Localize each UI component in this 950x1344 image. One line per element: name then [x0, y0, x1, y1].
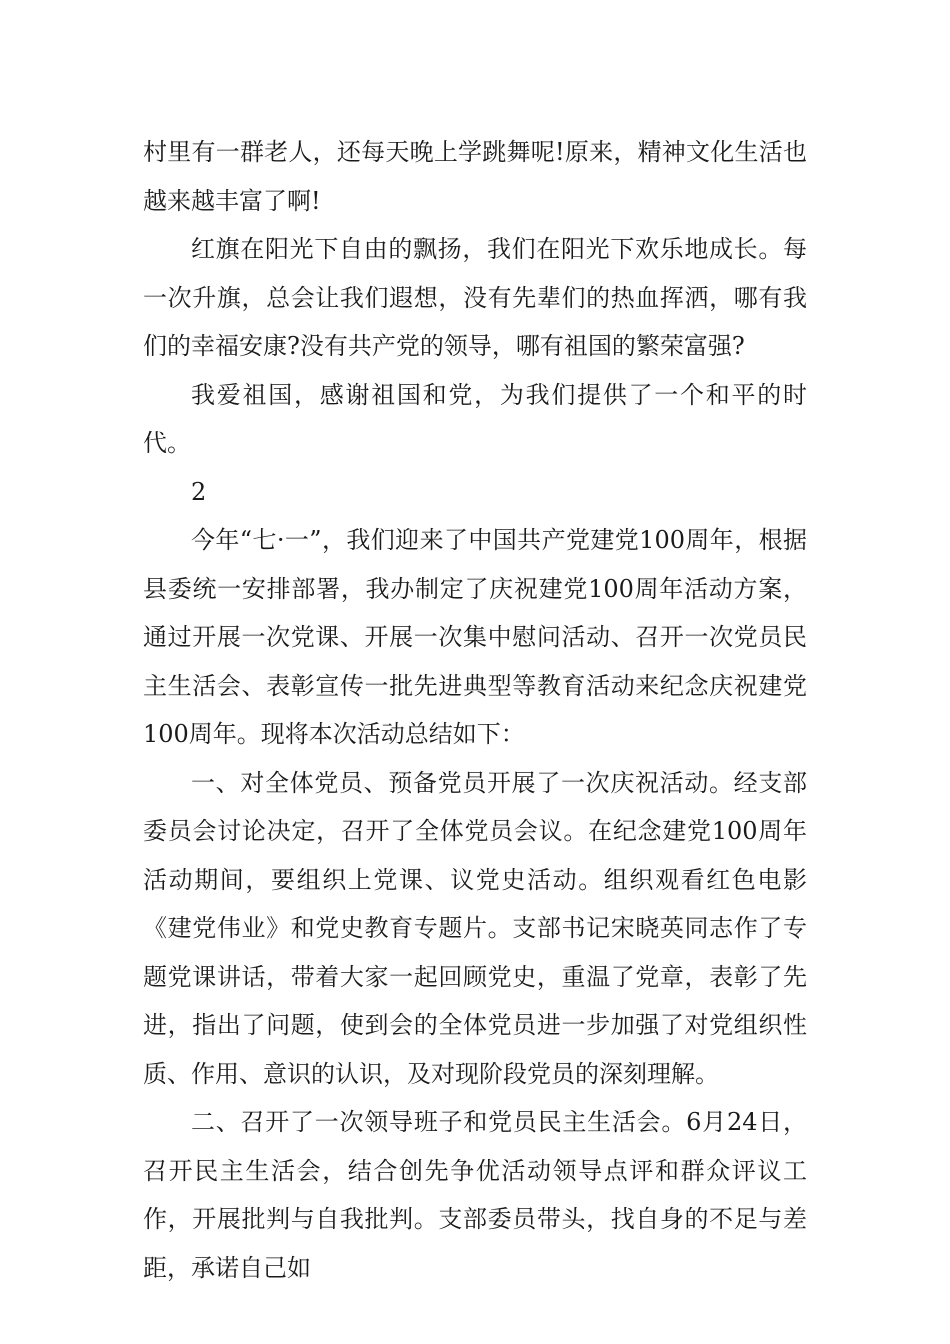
document-body [143, 128, 807, 1292]
section-number: 2 [191, 477, 207, 506]
paragraph-item-one: 一、对全体党员、预备党员开展了一次庆祝活动。经支部委员会讨论决定，召开了全体党员会议。在纪念建党100周年活动期间，要组织上党课、议党史活动。组织观看红色电影《建党伟业》和党史教育专题片。支部书记宋晓英同志作了专题党课讲话，带着大家一起回顾党史，重温了党章，表彰了先进，指出了问题，使到会的全体党员进一步加强了对党组织性质、作用、意识的认识，及对现阶段党员的深刻理解。 [143, 768, 807, 1088]
paragraph-red-flag: 红旗在阳光下自由的飘扬，我们在阳光下欢乐地成长。每一次升旗，总会让我们遐想，没有先辈们的热血挥洒，哪有我们的幸福安康?没有共产党的领导，哪有祖国的繁荣富强? [143, 235, 807, 360]
paragraph-love-motherland: 我爱祖国，感谢祖国和党，为我们提供了一个和平的时代。 [143, 380, 807, 457]
paragraph-introduction: 今年“七·一”，我们迎来了中国共产党建党100周年，根据县委统一安排部署，我办制定了庆祝建党100周年活动方案，通过开展一次党课、开展一次集中慰问活动、召开一次党员民主生活会、表彰宣传一批先进典型等教育活动来纪念庆祝建党100周年。现将本次活动总结如下： [143, 526, 807, 748]
paragraph-item-two: 二、召开了一次领导班子和党员民主生活会。6月24日，召开民主生活会，结合创先争优活动领导点评和群众评议工作，开展批判与自我批判。支部委员带头，找自身的不足与差距，承诺自己如 [143, 1108, 807, 1282]
paragraph-village-elders: 村里有一群老人，还每天晚上学跳舞呢!原来，精神文化生活也越来越丰富了啊! [143, 138, 807, 215]
